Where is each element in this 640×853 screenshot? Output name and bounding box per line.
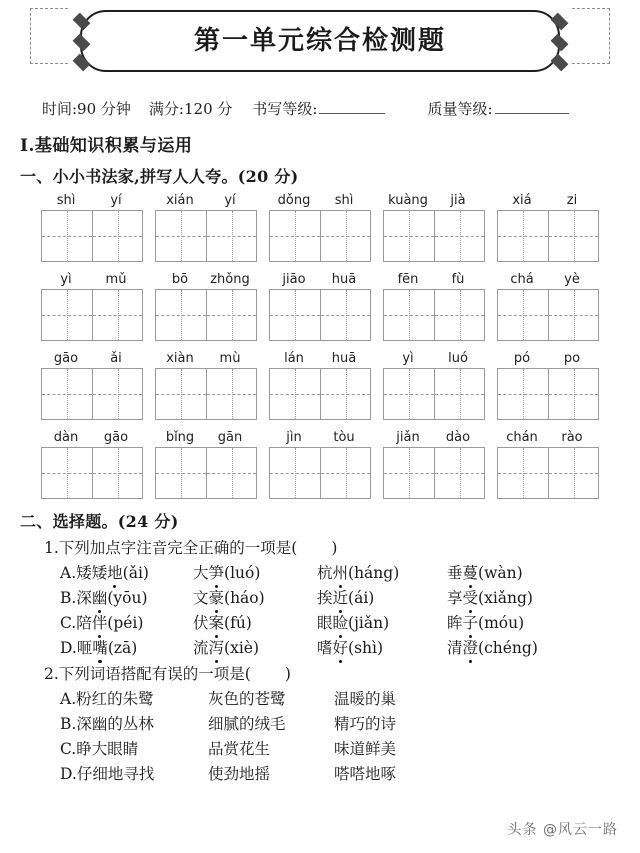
- dotted-character: 蔓: [463, 561, 479, 583]
- pinyin-word-group: [269, 272, 371, 341]
- option-pinyin: (yōu): [107, 589, 148, 607]
- option-word-prefix: 垂: [447, 564, 463, 582]
- tianzige-box[interactable]: [383, 210, 485, 262]
- tianzige-cell[interactable]: [384, 369, 434, 419]
- tianzige-box[interactable]: [383, 368, 485, 420]
- option-row[interactable]: [60, 762, 640, 784]
- pinyin-word-group: [269, 430, 371, 499]
- option-phrase: 睁大眼睛: [76, 740, 139, 758]
- tianzige-box[interactable]: [497, 210, 599, 262]
- pinyin-word-group: [497, 430, 599, 499]
- tianzige-box[interactable]: [41, 447, 143, 499]
- pinyin-word-group: [383, 351, 485, 420]
- option-letter: D.: [60, 765, 77, 783]
- option-word-prefix: 眼: [317, 614, 333, 632]
- tianzige-cell[interactable]: [156, 290, 206, 340]
- option-word-prefix: 陪: [76, 614, 92, 632]
- tianzige-cell[interactable]: [320, 448, 370, 498]
- option-pinyin: (jiǎn): [348, 614, 390, 632]
- pinyin-syllable: rào: [561, 430, 583, 445]
- pinyin-word-group: [383, 272, 485, 341]
- option-pinyin: (ǎi): [122, 564, 149, 582]
- pinyin-syllable: xián: [166, 193, 194, 208]
- option-word-prefix: 杭: [317, 564, 333, 582]
- option-pinyin: (móu): [478, 614, 525, 632]
- dotted-character: 受: [463, 586, 479, 608]
- pinyin-writing-grid-block: [0, 193, 640, 499]
- option-phrase: 深幽的丛林: [76, 715, 154, 733]
- option-phrase: 嗒嗒地啄: [334, 765, 397, 783]
- pinyin-word-group: [155, 272, 257, 341]
- question-one-heading: 一、小小书法家,拼写人人夸。(20 分): [20, 167, 299, 186]
- pinyin-word-group: [269, 351, 371, 420]
- pinyin-labels: [497, 351, 599, 366]
- tianzige-cell[interactable]: [320, 290, 370, 340]
- option-word-prefix: 深: [76, 589, 92, 607]
- option-phrase: 精巧的诗: [334, 715, 397, 733]
- exam-total-score: 满分:120 分: [148, 100, 233, 118]
- option-cell: [208, 687, 334, 709]
- option-cell: [334, 712, 464, 734]
- option-cell: [447, 636, 567, 658]
- pinyin-word-group: [383, 193, 485, 262]
- option-cell: [60, 636, 193, 658]
- dotted-character: 笋: [209, 561, 225, 583]
- pinyin-syllable: lán: [284, 351, 304, 366]
- tianzige-box[interactable]: [497, 289, 599, 341]
- pinyin-word-group: [41, 272, 143, 341]
- tianzige-cell[interactable]: [270, 290, 320, 340]
- tianzige-cell[interactable]: [320, 369, 370, 419]
- pinyin-labels: [383, 193, 485, 208]
- pinyin-syllable: dǒng: [277, 193, 311, 208]
- option-phrase: 粉红的朱鹭: [76, 690, 154, 708]
- question-text: 下列加点字注音完全正确的一项是(: [58, 539, 298, 557]
- question-number: 1.: [44, 539, 59, 557]
- pinyin-labels: [41, 272, 143, 287]
- option-cell: [60, 762, 208, 784]
- option-phrase: 温暖的巢: [334, 690, 397, 708]
- option-cell: [334, 762, 464, 784]
- option-letter: A.: [60, 690, 77, 708]
- pinyin-row: [0, 193, 640, 262]
- pinyin-labels: [383, 351, 485, 366]
- pinyin-labels: [497, 272, 599, 287]
- pinyin-row: [0, 430, 640, 499]
- pinyin-word-group: [155, 351, 257, 420]
- option-cell: [208, 737, 334, 759]
- exam-info-line: [42, 98, 640, 119]
- option-cell: [60, 586, 193, 608]
- pinyin-word-group: [41, 430, 143, 499]
- tianzige-cell[interactable]: [384, 290, 434, 340]
- option-cell: [193, 636, 317, 658]
- pinyin-syllable: po: [563, 351, 581, 366]
- pinyin-labels: [155, 351, 257, 366]
- question-paren-close: ): [284, 665, 291, 683]
- pinyin-syllable: fù: [451, 272, 465, 287]
- tianzige-cell[interactable]: [434, 290, 484, 340]
- option-pinyin: (ái): [348, 589, 375, 607]
- option-cell: [447, 586, 567, 608]
- page-header-banner: [22, 6, 618, 84]
- pinyin-syllable: jiāo: [282, 272, 306, 287]
- dotted-character: 澄: [463, 636, 479, 658]
- pinyin-syllable: jiǎn: [396, 430, 420, 445]
- option-cell: [208, 712, 334, 734]
- tianzige-box[interactable]: [155, 210, 257, 262]
- pinyin-word-group: [155, 193, 257, 262]
- pinyin-word-group: [155, 430, 257, 499]
- pinyin-labels: [41, 351, 143, 366]
- option-pinyin: (luó): [224, 564, 261, 582]
- pinyin-syllable: kuàng: [388, 193, 428, 208]
- dotted-character: 地: [107, 561, 123, 583]
- option-phrase: 细腻的绒毛: [208, 715, 286, 733]
- option-letter: C.: [60, 740, 77, 758]
- question-text: 下列词语搭配有误的一项是(: [58, 665, 251, 683]
- pinyin-row: [0, 272, 640, 341]
- pinyin-labels: [269, 430, 371, 445]
- dotted-character: 嘴: [92, 636, 108, 658]
- pinyin-syllable: bō: [171, 272, 189, 287]
- pinyin-syllable: zhǒng: [210, 272, 250, 287]
- tianzige-cell[interactable]: [42, 448, 92, 498]
- option-cell: [208, 762, 334, 784]
- pinyin-syllable: jìn: [286, 430, 302, 445]
- option-cell: [317, 611, 447, 633]
- tianzige-box[interactable]: [41, 289, 143, 341]
- option-cell: [334, 687, 464, 709]
- tianzige-cell[interactable]: [434, 369, 484, 419]
- dotted-character: 幽: [92, 586, 108, 608]
- pinyin-word-group: [383, 430, 485, 499]
- pinyin-labels: [155, 272, 257, 287]
- tianzige-cell[interactable]: [206, 211, 256, 261]
- tianzige-cell[interactable]: [206, 290, 256, 340]
- dotted-character: 睑: [333, 611, 349, 633]
- pinyin-row: [0, 351, 640, 420]
- option-word-prefix: 大: [193, 564, 209, 582]
- pinyin-syllable: huā: [331, 272, 357, 287]
- dotted-character: 豪: [209, 586, 225, 608]
- pinyin-labels: [269, 351, 371, 366]
- option-cell: [447, 611, 567, 633]
- option-phrase: 灰色的苍鹭: [208, 690, 286, 708]
- pinyin-labels: [41, 430, 143, 445]
- tianzige-cell[interactable]: [270, 211, 320, 261]
- pinyin-syllable: yí: [224, 193, 236, 208]
- tianzige-box[interactable]: [497, 447, 599, 499]
- pinyin-labels: [269, 272, 371, 287]
- dotted-character: 好: [333, 636, 349, 658]
- pinyin-syllable: yì: [402, 351, 414, 366]
- option-letter: B.: [60, 715, 77, 733]
- option-cell: [447, 561, 567, 583]
- option-letter: B.: [60, 589, 77, 607]
- pinyin-labels: [383, 430, 485, 445]
- exam-time: 时间:90 分钟: [42, 100, 131, 118]
- option-word-prefix: 享: [447, 589, 463, 607]
- pinyin-syllable: jià: [450, 193, 466, 208]
- quality-grade-label: 质量等级:: [427, 100, 493, 118]
- question-paren-close: ): [331, 539, 338, 557]
- option-letter: A.: [60, 564, 77, 582]
- tianzige-box[interactable]: [497, 368, 599, 420]
- tianzige-cell[interactable]: [42, 290, 92, 340]
- question-stem: [44, 662, 640, 684]
- pinyin-syllable: pó: [513, 351, 531, 366]
- section-one-heading: Ⅰ.基础知识积累与运用: [20, 136, 193, 156]
- pinyin-syllable: xiá: [512, 193, 532, 208]
- pinyin-labels: [155, 430, 257, 445]
- tianzige-cell[interactable]: [270, 448, 320, 498]
- pinyin-word-group: [269, 193, 371, 262]
- tianzige-box[interactable]: [155, 447, 257, 499]
- pinyin-syllable: dàn: [53, 430, 79, 445]
- tianzige-cell[interactable]: [548, 369, 598, 419]
- option-phrase: 使劲地摇: [208, 765, 271, 783]
- tianzige-cell[interactable]: [270, 369, 320, 419]
- pinyin-labels: [497, 193, 599, 208]
- pinyin-word-group: [497, 272, 599, 341]
- tianzige-cell[interactable]: [434, 448, 484, 498]
- option-pinyin: (péi): [107, 614, 144, 632]
- pinyin-syllable: tòu: [333, 430, 355, 445]
- tianzige-cell[interactable]: [92, 369, 142, 419]
- option-cell: [60, 611, 193, 633]
- writing-grade-input[interactable]: [319, 99, 385, 114]
- tianzige-cell[interactable]: [156, 448, 206, 498]
- tianzige-cell[interactable]: [92, 448, 142, 498]
- tianzige-cell[interactable]: [548, 211, 598, 261]
- tianzige-cell[interactable]: [92, 290, 142, 340]
- option-cell: [193, 561, 317, 583]
- option-cell: [60, 561, 193, 583]
- option-pinyin: (chéng): [478, 639, 538, 657]
- option-cell: [193, 586, 317, 608]
- pinyin-syllable: bǐng: [165, 430, 195, 445]
- pinyin-syllable: shì: [334, 193, 354, 208]
- pinyin-syllable: huā: [331, 351, 357, 366]
- pinyin-syllable: chán: [506, 430, 538, 445]
- tianzige-cell[interactable]: [498, 211, 548, 261]
- pinyin-syllable: mǔ: [105, 272, 127, 287]
- tianzige-cell[interactable]: [498, 369, 548, 419]
- pinyin-syllable: zi: [566, 193, 578, 208]
- question-number: 2.: [44, 665, 59, 683]
- pinyin-syllable: yí: [110, 193, 122, 208]
- pinyin-word-group: [41, 193, 143, 262]
- option-cell: [60, 737, 208, 759]
- pinyin-labels: [383, 272, 485, 287]
- pinyin-syllable: gāo: [53, 351, 79, 366]
- tianzige-cell[interactable]: [548, 448, 598, 498]
- dotted-character: 州: [333, 561, 349, 583]
- option-cell: [334, 737, 464, 759]
- tianzige-box[interactable]: [269, 447, 371, 499]
- pinyin-labels: [497, 430, 599, 445]
- option-word-prefix: 流: [193, 639, 209, 657]
- option-word-prefix: 眸: [447, 614, 463, 632]
- option-row[interactable]: [60, 636, 640, 658]
- writing-grade-label: 书写等级:: [252, 100, 318, 118]
- tianzige-cell[interactable]: [42, 369, 92, 419]
- pinyin-word-group: [497, 351, 599, 420]
- dotted-character: 案: [209, 611, 225, 633]
- tianzige-box[interactable]: [155, 368, 257, 420]
- pinyin-syllable: ǎi: [110, 351, 122, 366]
- option-row[interactable]: [60, 611, 640, 633]
- tianzige-cell[interactable]: [498, 290, 548, 340]
- option-word-prefix: 咂: [76, 639, 93, 657]
- option-pinyin: (xiǎng): [478, 589, 533, 607]
- question-stem: [44, 536, 640, 558]
- option-row[interactable]: [60, 586, 640, 608]
- option-pinyin: (zā): [107, 639, 138, 657]
- tianzige-cell[interactable]: [156, 369, 206, 419]
- option-pinyin: (háo): [224, 589, 265, 607]
- section-two-heading: 二、选择题。(24 分): [20, 512, 179, 531]
- pinyin-syllable: dào: [445, 430, 471, 445]
- pinyin-word-group: [497, 193, 599, 262]
- page-title: 第一单元综合检测题: [193, 26, 446, 56]
- option-cell: [317, 586, 447, 608]
- pinyin-syllable: chá: [510, 272, 534, 287]
- option-cell: [317, 561, 447, 583]
- pinyin-labels: [41, 193, 143, 208]
- tianzige-cell[interactable]: [548, 290, 598, 340]
- tianzige-cell[interactable]: [384, 211, 434, 261]
- pinyin-syllable: mù: [219, 351, 241, 366]
- option-phrase: 品赏花生: [208, 740, 271, 758]
- option-row[interactable]: [60, 712, 640, 734]
- option-phrase: 味道鲜美: [334, 740, 397, 758]
- tianzige-cell[interactable]: [498, 448, 548, 498]
- pinyin-syllable: luó: [448, 351, 468, 366]
- tianzige-box[interactable]: [41, 210, 143, 262]
- pinyin-syllable: fēn: [397, 272, 419, 287]
- tianzige-cell[interactable]: [156, 211, 206, 261]
- option-word-prefix: 嗜: [317, 639, 333, 657]
- tianzige-cell[interactable]: [434, 211, 484, 261]
- option-cell: [193, 611, 317, 633]
- option-word-prefix: 矮矮: [76, 564, 108, 582]
- option-row[interactable]: [60, 737, 640, 759]
- pinyin-syllable: xiàn: [166, 351, 194, 366]
- option-cell: [60, 687, 208, 709]
- tianzige-box[interactable]: [269, 289, 371, 341]
- option-cell: [60, 712, 208, 734]
- dotted-character: 子: [463, 611, 479, 633]
- pinyin-word-group: [41, 351, 143, 420]
- option-word-prefix: 伏: [193, 614, 209, 632]
- option-pinyin: (háng): [348, 564, 400, 582]
- option-phrase: 仔细地寻找: [76, 765, 155, 783]
- dotted-character: 近: [333, 586, 349, 608]
- pinyin-syllable: gāo: [103, 430, 129, 445]
- tianzige-cell[interactable]: [320, 211, 370, 261]
- option-pinyin: (wàn): [478, 564, 523, 582]
- pinyin-labels: [269, 193, 371, 208]
- pinyin-syllable: shì: [56, 193, 76, 208]
- tianzige-cell[interactable]: [384, 448, 434, 498]
- quality-grade-input[interactable]: [495, 99, 569, 114]
- option-cell: [317, 636, 447, 658]
- option-pinyin: (shì): [348, 639, 384, 657]
- option-word-prefix: 清: [447, 639, 463, 657]
- option-row[interactable]: [60, 687, 640, 709]
- option-letter: D.: [60, 639, 77, 657]
- pinyin-syllable: gān: [217, 430, 243, 445]
- choice-questions-block: [0, 536, 640, 784]
- pinyin-syllable: yè: [564, 272, 580, 287]
- dotted-character: 泻: [209, 636, 225, 658]
- tianzige-cell[interactable]: [206, 448, 256, 498]
- pinyin-labels: [155, 193, 257, 208]
- option-pinyin: (fú): [224, 614, 252, 632]
- pinyin-syllable: yì: [60, 272, 72, 287]
- dotted-character: 伴: [92, 611, 108, 633]
- option-word-prefix: 挨: [317, 589, 333, 607]
- tianzige-box[interactable]: [383, 289, 485, 341]
- tianzige-box[interactable]: [269, 368, 371, 420]
- tianzige-box[interactable]: [383, 447, 485, 499]
- tianzige-cell[interactable]: [42, 211, 92, 261]
- option-letter: C.: [60, 614, 77, 632]
- option-pinyin: (xiè): [224, 639, 259, 657]
- option-word-prefix: 文: [193, 589, 209, 607]
- option-row[interactable]: [60, 561, 640, 583]
- tianzige-box[interactable]: [155, 289, 257, 341]
- watermark: 头条 @风云一路: [507, 822, 618, 838]
- tianzige-box[interactable]: [269, 210, 371, 262]
- tianzige-cell[interactable]: [206, 369, 256, 419]
- tianzige-cell[interactable]: [92, 211, 142, 261]
- tianzige-box[interactable]: [41, 368, 143, 420]
